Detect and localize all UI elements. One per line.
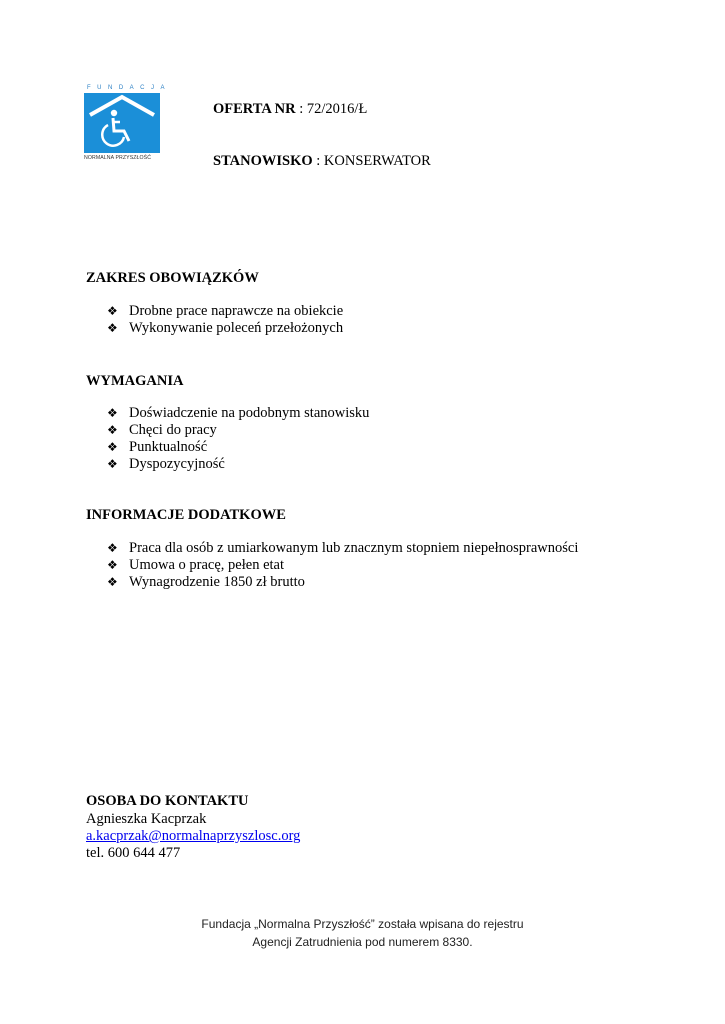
footer-line-2: Agencji Zatrudnienia pod numerem 8330. bbox=[252, 935, 473, 949]
offer-number bbox=[213, 101, 367, 118]
wheelchair-house-icon bbox=[84, 93, 160, 153]
footer-line-1: Fundacja „Normalna Przyszłość” została wpisana do rejestru bbox=[201, 917, 524, 931]
bullet-icon: ❖ bbox=[107, 558, 118, 572]
contact-name: Agnieszka Kacprzak bbox=[86, 811, 207, 827]
bullet-icon: ❖ bbox=[107, 304, 118, 318]
list-item: ❖ Punktualność bbox=[107, 439, 208, 455]
duties-list bbox=[107, 303, 343, 337]
list-item: ❖ Wynagrodzenie 1850 zł brutto bbox=[107, 574, 305, 590]
list-item: ❖ Dyspozycyjność bbox=[107, 456, 225, 472]
bullet-icon: ❖ bbox=[107, 575, 118, 589]
bullet-icon: ❖ bbox=[107, 406, 118, 420]
bullet-icon: ❖ bbox=[107, 541, 118, 555]
bullet-icon: ❖ bbox=[107, 440, 118, 454]
additional-info-heading: INFORMACJE DODATKOWE bbox=[86, 507, 286, 523]
bullet-icon: ❖ bbox=[107, 321, 118, 335]
offer-number-value: : 72/2016/Ł bbox=[295, 101, 368, 117]
list-item: ❖ Umowa o pracę, pełen etat bbox=[107, 557, 284, 573]
contact-heading: OSOBA DO KONTAKTU bbox=[86, 793, 249, 809]
foundation-logo bbox=[84, 84, 172, 164]
list-item: ❖ Doświadczenie na podobnym stanowisku bbox=[107, 405, 370, 421]
logo-bottom-text: NORMALNA PRZYSZŁOŚĆ bbox=[84, 155, 152, 161]
bullet-icon: ❖ bbox=[107, 423, 118, 437]
list-item: ❖ Chęci do pracy bbox=[107, 422, 217, 438]
position-label: STANOWISKO bbox=[213, 153, 313, 169]
requirements-list bbox=[107, 405, 369, 473]
list-item: ❖ Wykonywanie poleceń przełożonych bbox=[107, 320, 344, 336]
position-value: : KONSERWATOR bbox=[312, 153, 431, 169]
contact-phone: tel. 600 644 477 bbox=[86, 845, 181, 861]
position bbox=[213, 153, 431, 170]
contact-email-link[interactable]: a.kacprzak@normalnaprzyszlosc.org bbox=[86, 828, 301, 844]
additional-info-list bbox=[107, 540, 578, 591]
logo-top-text: FUNDACJA bbox=[87, 85, 172, 91]
list-item: ❖ Drobne prace naprawcze na obiekcie bbox=[107, 303, 344, 319]
list-item: ❖ Praca dla osób z umiarkowanym lub znacznym stopniem niepełnosprawności bbox=[107, 540, 579, 556]
bullet-icon: ❖ bbox=[107, 457, 118, 471]
offer-number-label: OFERTA NR bbox=[213, 101, 296, 117]
requirements-heading: WYMAGANIA bbox=[86, 373, 184, 389]
duties-heading: ZAKRES OBOWIĄZKÓW bbox=[86, 270, 259, 286]
